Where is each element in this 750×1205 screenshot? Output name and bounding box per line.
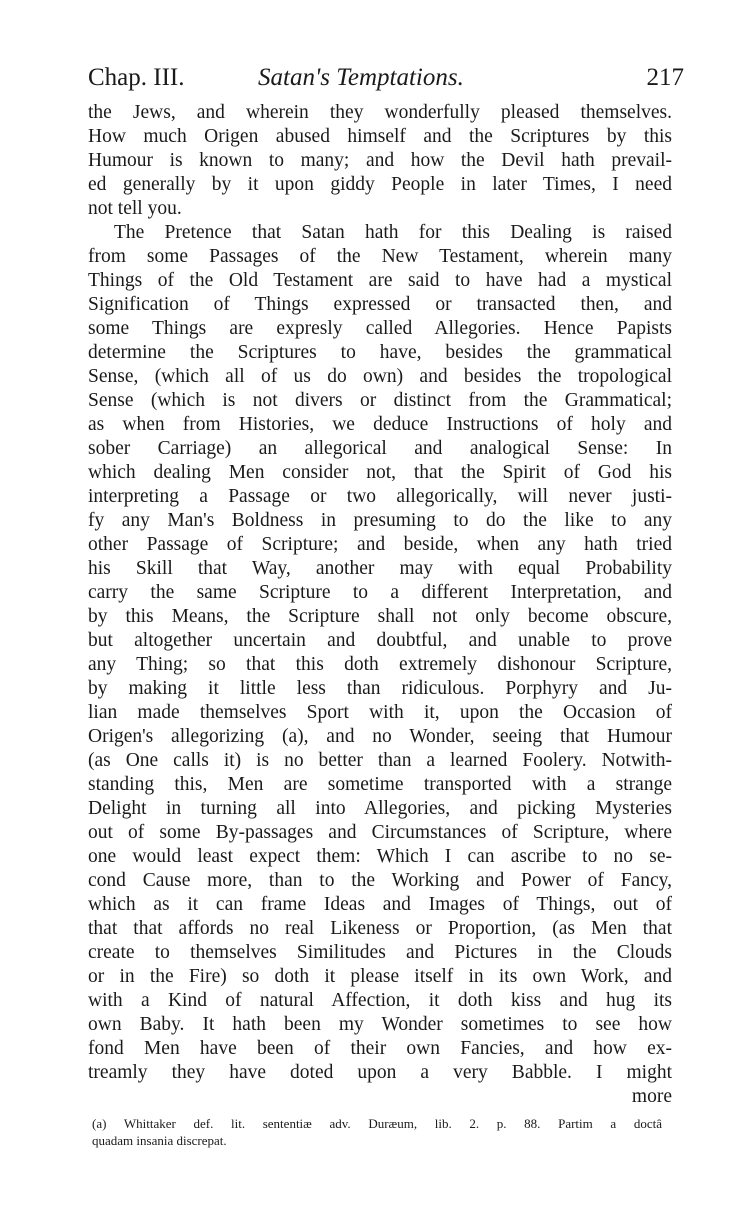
text-line: Things of the Old Testament are said to have had a mystical: [88, 270, 672, 291]
text-line: How much Origen abused himself and the Scriptures by this: [88, 126, 672, 147]
text-line: his Skill that Way, another may with equal Probability: [88, 558, 672, 579]
text-line: that that affords no real Likeness or Proportion, (as Men that: [88, 918, 672, 939]
text-line: ed generally by it upon giddy People in later Times, I need: [88, 174, 672, 195]
chapter-label: Chap. III.: [88, 64, 185, 91]
text-line: own Baby. It hath been my Wonder sometimes to see how: [88, 1014, 672, 1035]
page-number: 217: [646, 64, 684, 91]
text-line: by this Means, the Scripture shall not only become obscure,: [88, 606, 672, 627]
text-line: out of some By-passages and Circumstances of Scripture, where: [88, 822, 672, 843]
text-line: which dealing Men consider not, that the Spirit of God his: [88, 462, 672, 483]
text-line: as when from Histories, we deduce Instructions of holy and: [88, 414, 672, 435]
text-line: some Things are expresly called Allegories. Hence Papists: [88, 318, 672, 339]
footnote-line: (a) Whittaker def. lit. sententiæ adv. Duræum, lib. 2. p. 88. Partim a doctâ: [92, 1116, 662, 1131]
text-line: Sense, (which all of us do own) and besides the tropological: [88, 366, 672, 387]
text-line: or in the Fire) so doth it please itself in its own Work, and: [88, 966, 672, 987]
text-line: other Passage of Scripture; and beside, when any hath tried: [88, 534, 672, 555]
text-line: but altogether uncertain and doubtful, and unable to prove: [88, 630, 672, 651]
text-line: treamly they have doted upon a very Babble. I might: [88, 1062, 672, 1083]
text-line: Sense (which is not divers or distinct from the Grammatical;: [88, 390, 672, 411]
text-line: Humour is known to many; and how the Devil hath prevail-: [88, 150, 672, 171]
text-line: fond Men have been of their own Fancies, and how ex-: [88, 1038, 672, 1059]
text-line: any Thing; so that this doth extremely dishonour Scripture,: [88, 654, 672, 675]
text-line: Signification of Things expressed or transacted then, and: [88, 294, 672, 315]
text-line: cond Cause more, than to the Working and Power of Fancy,: [88, 870, 672, 891]
text-line: one would least expect them: Which I can ascribe to no se-: [88, 846, 672, 867]
footnote-line: quadam insania discrepat.: [92, 1133, 227, 1148]
running-header: [88, 58, 684, 98]
text-line: interpreting a Passage or two allegorically, will never justi-: [88, 486, 672, 507]
text-line: by making it little less than ridiculous. Porphyry and Ju-: [88, 678, 672, 699]
catchword: more: [631, 1086, 672, 1107]
text-line: Origen's allegorizing (a), and no Wonder, seeing that Humour: [88, 726, 672, 747]
text-line: standing this, Men are sometime transported with a strange: [88, 774, 672, 795]
text-line: determine the Scriptures to have, besides the grammatical: [88, 342, 672, 363]
text-line: Delight in turning all into Allegories, and picking Mysteries: [88, 798, 672, 819]
text-line: sober Carriage) an allegorical and analogical Sense: In: [88, 438, 672, 459]
text-line: the Jews, and wherein they wonderfully pleased themselves.: [88, 102, 672, 123]
text-line: The Pretence that Satan hath for this Dealing is raised: [114, 222, 672, 243]
text-line: fy any Man's Boldness in presuming to do the like to any: [88, 510, 672, 531]
text-line: with a Kind of natural Affection, it doth kiss and hug its: [88, 990, 672, 1011]
text-line: (as One calls it) is no better than a learned Foolery. Notwith-: [88, 750, 672, 771]
text-line: which as it can frame Ideas and Images of Things, out of: [88, 894, 672, 915]
text-line: not tell you.: [88, 198, 182, 219]
text-line: carry the same Scripture to a different Interpretation, and: [88, 582, 672, 603]
text-line: from some Passages of the New Testament, wherein many: [88, 246, 672, 267]
running-title: Satan's Temptations.: [258, 64, 464, 91]
text-line: lian made themselves Sport with it, upon the Occasion of: [88, 702, 672, 723]
text-line: create to themselves Similitudes and Pictures in the Clouds: [88, 942, 672, 963]
